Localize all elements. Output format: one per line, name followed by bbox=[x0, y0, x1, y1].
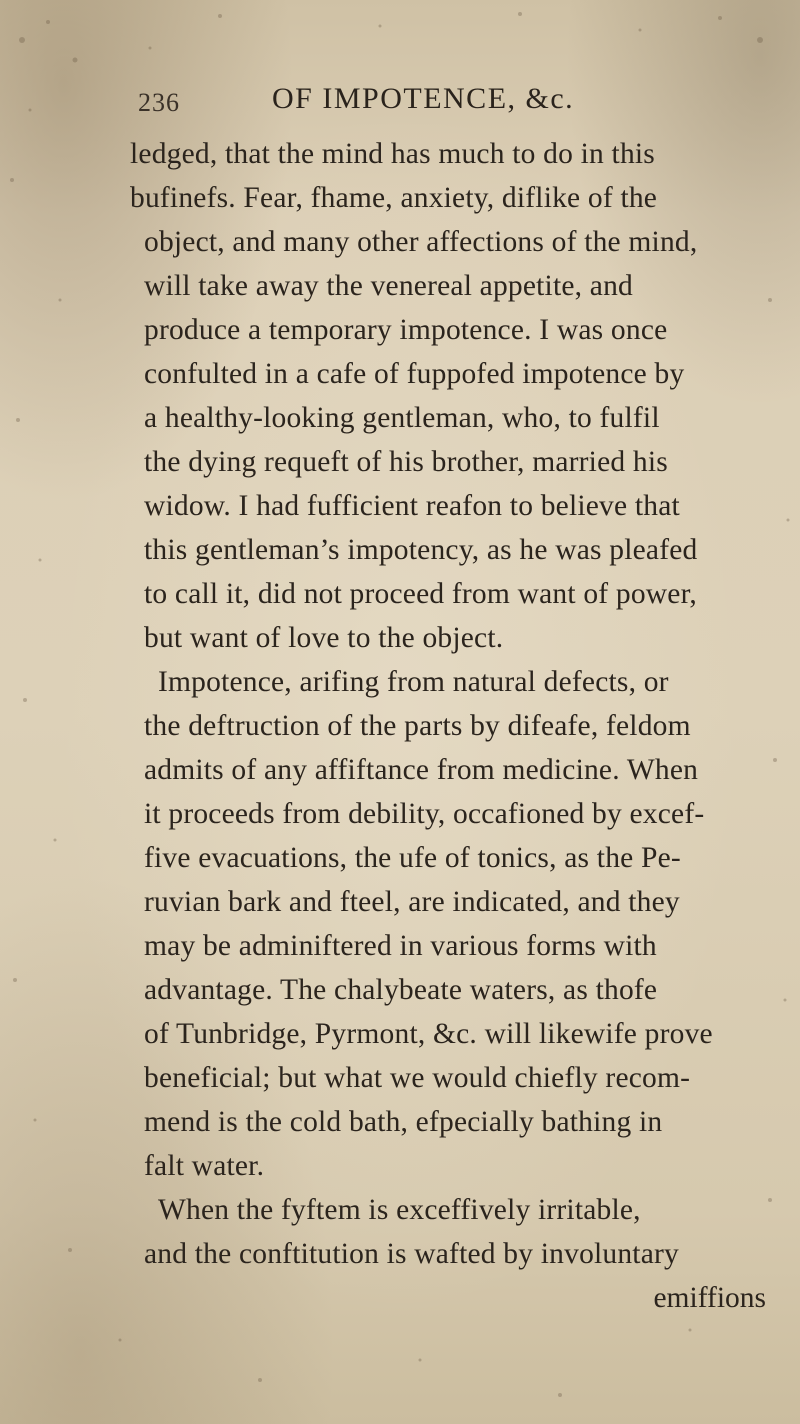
text-line: mend is the cold bath, efpecially bathing in bbox=[144, 1106, 663, 1138]
text-line: of Tunbridge, Pyrmont, &c. will likewife prove bbox=[144, 1018, 713, 1050]
text-line: falt water. bbox=[144, 1150, 265, 1182]
text-line: beneficial; but what we would chiefly recom- bbox=[144, 1062, 691, 1094]
text-line: widow. I had fufficient reafon to believe that bbox=[144, 490, 680, 522]
text-line: admits of any affiftance from medicine. When bbox=[144, 754, 699, 786]
text-line: the deftruction of the parts by difeafe, feldom bbox=[144, 710, 691, 742]
page-number: 236 bbox=[138, 88, 180, 117]
text-line: will take away the venereal appetite, and bbox=[144, 270, 633, 302]
text-line: the dying requeft of his brother, married his bbox=[144, 446, 668, 478]
running-head bbox=[138, 82, 698, 126]
text-line: this gentleman’s impotency, as he was pleafed bbox=[144, 534, 698, 566]
text-line: but want of love to the object. bbox=[144, 622, 504, 654]
paragraph-start-line: When the fyftem is exceffively irritable, bbox=[158, 1194, 641, 1226]
text-line: object, and many other affections of the mind, bbox=[144, 226, 698, 258]
running-title: OF IMPOTENCE, &c. bbox=[272, 82, 575, 115]
paragraph-start-line: Impotence, arifing from natural defects, or bbox=[158, 666, 669, 698]
text-line: may be adminiftered in various forms with bbox=[144, 930, 657, 962]
body-text bbox=[104, 132, 774, 1320]
catchword: emiffions bbox=[653, 1282, 766, 1314]
text-line: bufinefs. Fear, fhame, anxiety, diflike of the bbox=[130, 182, 658, 214]
text-line: it proceeds from debility, occafioned by excef- bbox=[144, 798, 705, 830]
text-line: to call it, did not proceed from want of power, bbox=[144, 578, 697, 610]
text-line: a healthy-looking gentleman, who, to fulfil bbox=[144, 402, 660, 434]
text-line: confulted in a cafe of fuppofed impotence by bbox=[144, 358, 685, 390]
text-line: five evacuations, the ufe of tonics, as the Pe- bbox=[144, 842, 681, 874]
text-line: ruvian bark and fteel, are indicated, and they bbox=[144, 886, 680, 918]
text-line: and the conftitution is wafted by involuntary bbox=[144, 1238, 679, 1270]
text-line: ledged, that the mind has much to do in this bbox=[130, 138, 655, 170]
text-line: advantage. The chalybeate waters, as thofe bbox=[144, 974, 658, 1006]
text-line: produce a temporary impotence. I was once bbox=[144, 314, 668, 346]
